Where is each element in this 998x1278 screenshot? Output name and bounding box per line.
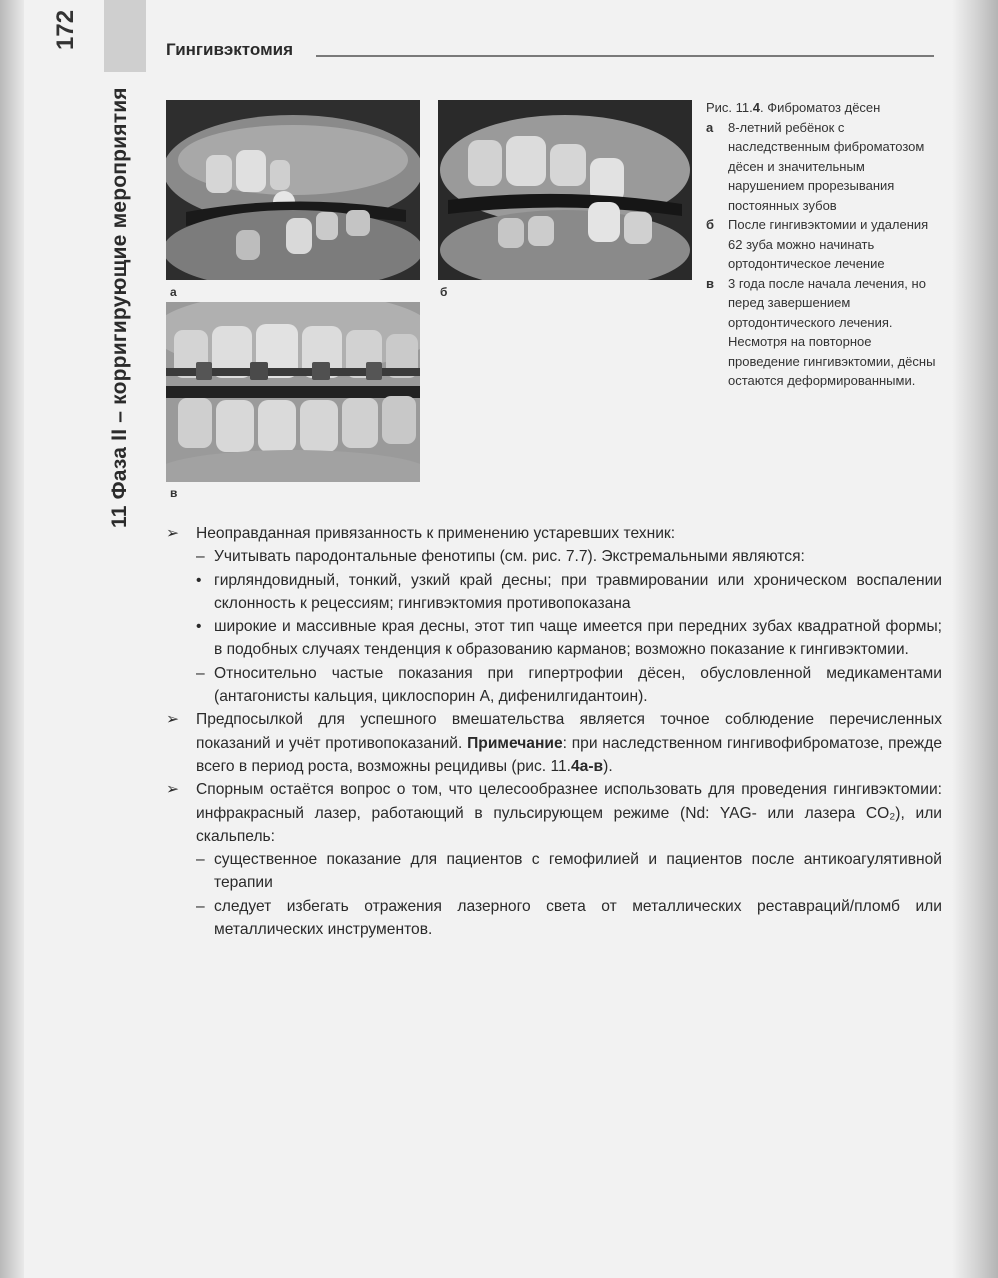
caption-text: После гингивэктомии и удаления 62 зуба можно начинать ортодонтическое лечение	[728, 217, 929, 271]
arrow-bullet-icon: ➢	[166, 711, 180, 729]
arrow-bullet-icon: ➢	[166, 525, 180, 542]
caption-letter: а	[706, 119, 714, 135]
page-number-bar	[104, 0, 146, 72]
list-item	[166, 778, 942, 848]
photo-c	[166, 302, 420, 482]
paragraph-text: широкие и массивные края десны, этот тип чаще имеется при передних зубах квадратной формы; в подобных случаях тенденция к образованию карманов; возможно показание к гингивэктомии.	[214, 618, 942, 659]
list-item	[166, 848, 942, 895]
photo-a	[166, 100, 420, 280]
dot-bullet-icon: •	[196, 618, 202, 636]
paragraph-text: Учитывать пародонтальные фенотипы (см. рис. 7.7). Экстремальными являются:	[214, 548, 805, 566]
dash-bullet-icon: –	[196, 664, 205, 682]
paragraph-text: следует избегать отражения лазерного света от металлических реставраций/пломб или металлических инструментов.	[214, 897, 942, 939]
caption-letter: в	[706, 275, 714, 291]
caption-title	[706, 98, 942, 118]
caption-number: 4	[752, 100, 760, 115]
list-item	[166, 662, 942, 709]
photo-b	[438, 100, 692, 280]
page-left-shadow	[0, 0, 24, 1278]
body-text	[166, 522, 942, 941]
list-item	[166, 569, 942, 616]
photo-b-label: б	[440, 285, 448, 299]
list-item	[166, 615, 942, 662]
caption-title-text: . Фиброматоз дёсен	[760, 100, 881, 115]
note-text: : при наследственном гингивофиброматозе, прежде всего в период роста, возможны рецидивы (рис. 11.	[196, 734, 943, 775]
list-item	[166, 895, 942, 942]
paragraph-text: Относительно частые показания при гипертрофии дёсен, обусловленной медикаментами (антагонисты кальция, циклоспорин А, дифенилгидантоин).	[214, 664, 942, 706]
caption-prefix: Рис. 11.	[706, 100, 753, 115]
caption-item-a	[706, 118, 942, 216]
list-item	[166, 522, 942, 545]
page-number: 172	[52, 9, 79, 50]
figure-reference: 4а-в	[571, 757, 604, 775]
paragraph-text: гирляндовидный, тонкий, узкий край десны; при травмировании или хроническом воспалении склонность к рецессиям; гингивэктомия противопоказана	[214, 571, 942, 612]
figure-caption	[706, 98, 942, 391]
running-head-rule	[316, 55, 934, 57]
caption-text: 8-летний ребёнок с наследственным фиброматозом дёсен и значительным нарушением прорезывания постоянных зубов	[728, 119, 925, 213]
dash-bullet-icon: –	[196, 897, 205, 915]
paragraph-text: Спорным остаётся вопрос о том, что целесообразнее использовать для проведения гингивэктомии: инфракрасный лазер, работающий в пульсирующем режиме (Nd: YAG- или лазера CO₂), или скальпель:	[196, 781, 942, 845]
paragraph-text	[196, 708, 942, 778]
arrow-bullet-icon: ➢	[166, 781, 180, 799]
dot-bullet-icon: •	[196, 571, 202, 589]
paragraph-text: Неоправданная привязанность к применению устаревших техник:	[196, 525, 676, 542]
caption-item-b	[706, 215, 942, 274]
photo-a-image	[166, 100, 420, 280]
page-right-shadow	[952, 0, 998, 1278]
paragraph-text: существенное показание для пациентов с гемофилией и пациентов после антикоагулятивной терапии	[214, 851, 942, 892]
dash-bullet-icon: –	[196, 851, 205, 869]
photo-a-label: а	[170, 285, 177, 299]
caption-letter: б	[706, 217, 715, 232]
running-head: Гингивэктомия	[166, 40, 294, 59]
side-tab	[60, 0, 146, 560]
caption-text: 3 года после начала лечения, но перед завершением ортодонтического лечения. Несмотря на повторное проведение гингивэктомии, дёсны остаются деформированными.	[728, 275, 936, 388]
note-label: Примечание	[467, 734, 563, 752]
section-title-vertical: 11 Фаза II – корригирующие мероприятия	[108, 87, 131, 528]
list-item	[166, 708, 942, 778]
photo-c-image	[166, 302, 420, 482]
note-end: ).	[603, 757, 613, 775]
caption-item-c	[706, 274, 942, 391]
p2-main: Предпосылкой для успешного вмешательства является точное соблюдение перечисленных показаний и учёт противопоказаний.	[196, 711, 942, 752]
photo-b-image	[438, 100, 692, 280]
dash-bullet-icon: –	[196, 548, 205, 566]
photo-c-label: в	[170, 486, 178, 500]
list-item	[166, 545, 942, 568]
